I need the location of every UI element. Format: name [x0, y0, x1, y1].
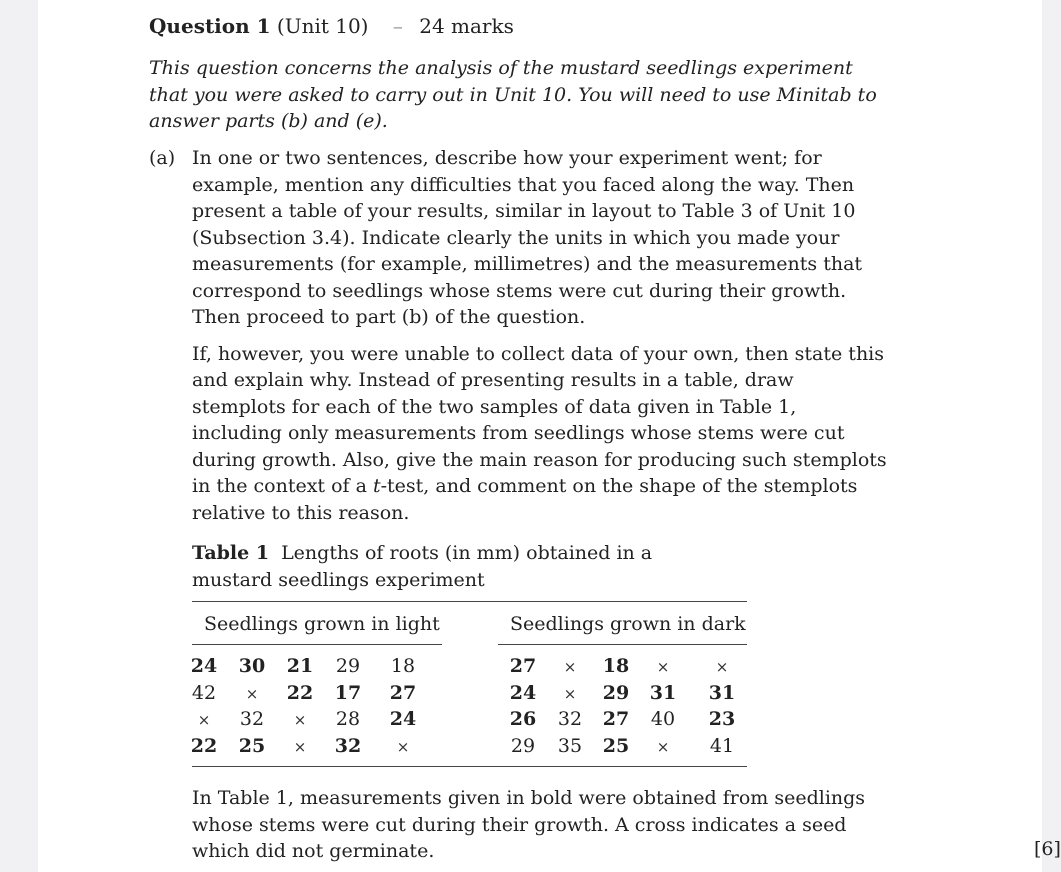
header-light-underline: [192, 644, 442, 645]
t-test-italic: t: [372, 475, 381, 497]
header-dark: Seedlings grown in dark: [510, 613, 746, 635]
part-a-paragraph-1: In one or two sentences, describe how your experiment went; for example, mention any difficulties that you faced along the way. Then present a table of your results, similar in layout to Table 3 of Unit 10 (Subsection 3.4). Indicate clearly the units in which you made your measurements (for example, millimetres) and the measurements that correspond to seedlings whose stems were cut during their growth. Then proceed to part (b) of the question.: [192, 147, 863, 328]
table-label: Table 1: [192, 542, 270, 564]
dark-value: 29: [510, 735, 536, 757]
light-value: 17: [334, 682, 362, 704]
dark-value: 23: [708, 708, 736, 730]
question-intro: This question concerns the analysis of the mustard seedlings experiment that you were asked to carry out in Unit 10. You will need to use Minitab to answer parts (b) and (e).: [149, 57, 877, 132]
light-value: 22: [286, 682, 314, 704]
not-germinated-cross: ×: [293, 711, 307, 729]
not-germinated-cross: ×: [293, 738, 307, 756]
light-value: 32: [239, 708, 265, 730]
light-value: 28: [335, 708, 361, 730]
dark-value: 27: [509, 655, 537, 677]
paragraph-2-text-start: If, however, you were unable to collect data of your own, then state this and explain why. Instead of presenting results in a table, draw stemplots for each of the two samples of data given in Table 1, including only measurements from seedlings whose stems were cut during growth. Also, give the main reason for producing such stemplots in the context of a: [192, 342, 887, 497]
dark-value: 29: [602, 682, 630, 704]
paragraph-2-text-end: -test, and comment on the shape of the stemplots relative to this reason.: [192, 475, 858, 524]
table-caption-text: Lengths of roots (in mm) obtained in a mustard seedlings experiment: [192, 542, 653, 591]
light-value: 30: [238, 655, 266, 677]
table-bottom-rule: [192, 766, 747, 767]
table-top-rule: [192, 601, 747, 602]
dark-value: 40: [650, 708, 676, 730]
table-caption: [192, 540, 712, 594]
not-germinated-cross: ×: [197, 711, 211, 729]
part-a-label: (a): [149, 147, 176, 169]
light-value: 29: [335, 655, 361, 677]
light-value: 24: [389, 708, 417, 730]
dark-value: 25: [602, 735, 630, 757]
dark-value: 35: [557, 735, 583, 757]
header-dark-underline: [498, 644, 747, 645]
part-a: [149, 145, 889, 526]
not-germinated-cross: ×: [656, 738, 670, 756]
not-germinated-cross: ×: [563, 658, 577, 676]
dark-value: 32: [557, 708, 583, 730]
question-unit: (Unit 10): [276, 14, 369, 38]
not-germinated-cross: ×: [396, 738, 410, 756]
light-value: 42: [191, 682, 217, 704]
dark-value: 24: [509, 682, 537, 704]
dark-value: 26: [509, 708, 537, 730]
dark-value: 31: [649, 682, 677, 704]
part-a-marks: [6]: [1034, 838, 1061, 860]
part-a-paragraph-2: [192, 341, 892, 527]
part-a-body: [192, 145, 892, 526]
dark-value: 31: [708, 682, 736, 704]
light-value: 18: [390, 655, 416, 677]
question-marks: 24 marks: [419, 14, 514, 38]
table-footnote: In Table 1, measurements given in bold were obtained from seedlings whose stems were cut during their growth. A cross indicates a seed which did not germinate.: [192, 787, 866, 862]
heading-dash: –: [392, 14, 403, 38]
light-value: 32: [334, 735, 362, 757]
not-germinated-cross: ×: [563, 685, 577, 703]
light-value: 25: [238, 735, 266, 757]
light-value: 21: [286, 655, 314, 677]
header-light: Seedlings grown in light: [204, 613, 440, 635]
light-value: 24: [190, 655, 218, 677]
not-germinated-cross: ×: [245, 685, 259, 703]
question-heading: [149, 14, 514, 38]
not-germinated-cross: ×: [715, 658, 729, 676]
light-value: 27: [389, 682, 417, 704]
not-germinated-cross: ×: [656, 658, 670, 676]
dark-value: 18: [602, 655, 630, 677]
document-page: [38, 0, 1061, 872]
light-value: 22: [190, 735, 218, 757]
question-number: Question 1: [149, 14, 271, 38]
dark-value: 41: [709, 735, 735, 757]
dark-value: 27: [602, 708, 630, 730]
